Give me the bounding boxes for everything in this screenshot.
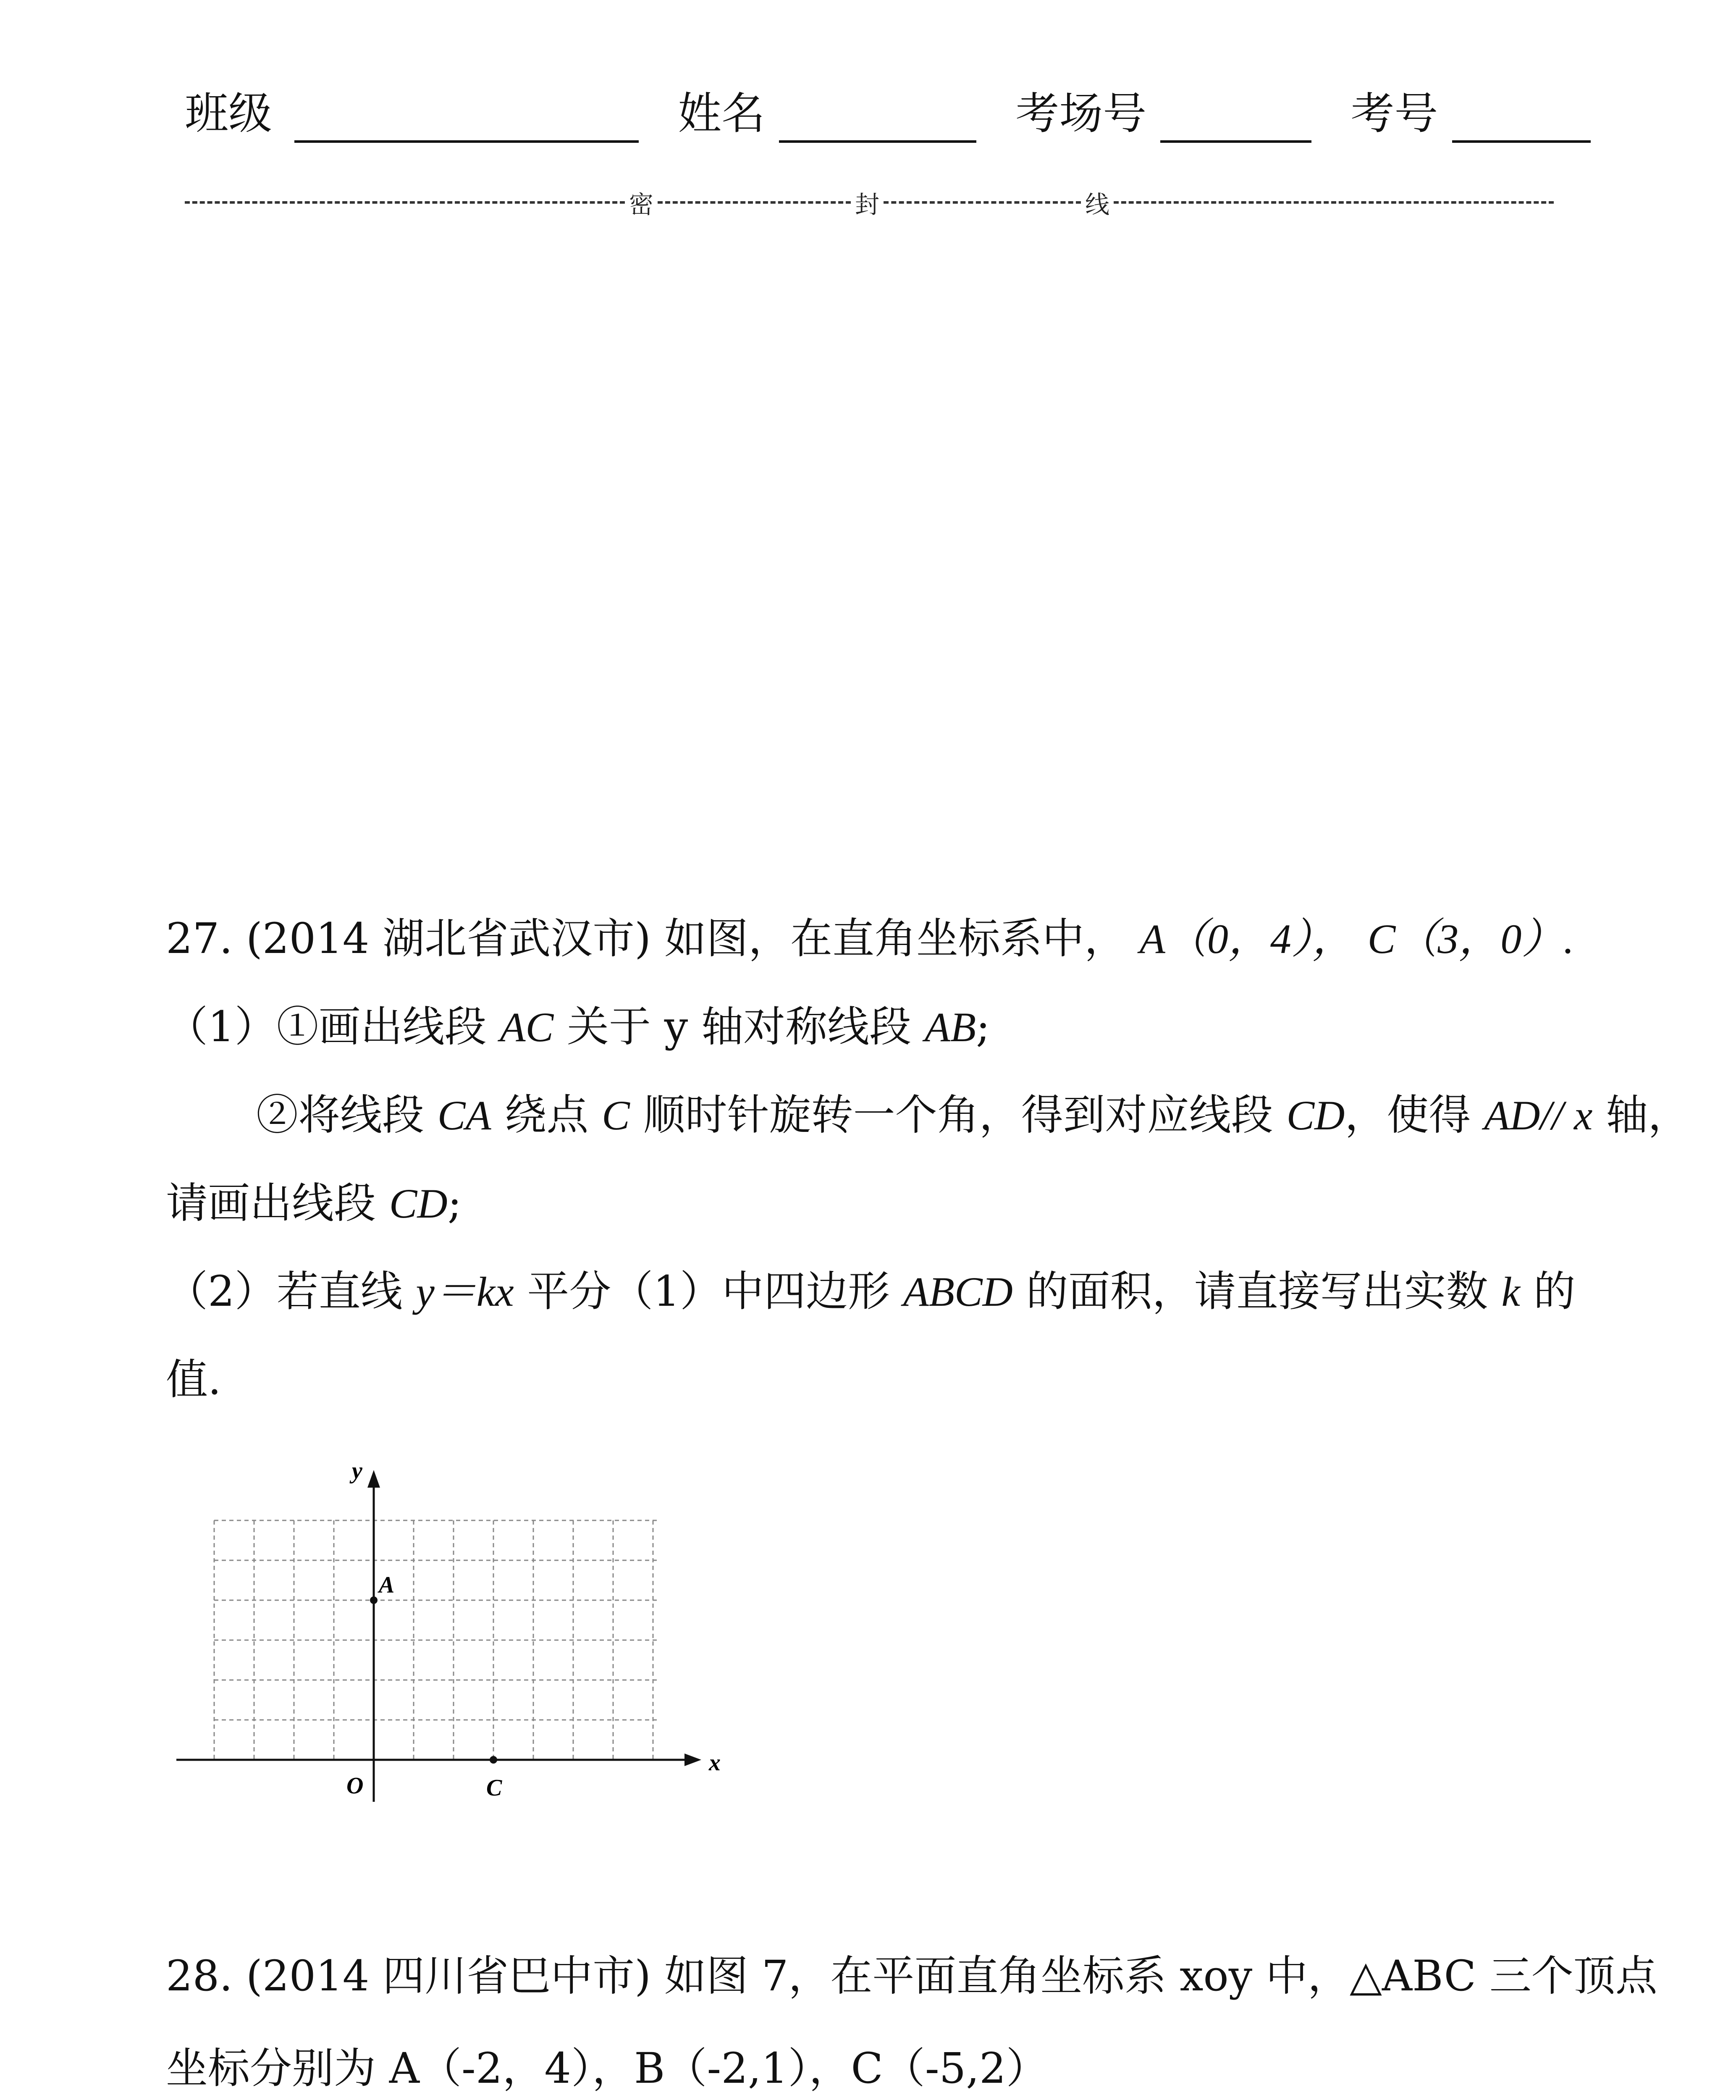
point-a (370, 1596, 378, 1604)
room-label: 考场号 (1015, 88, 1147, 139)
number-field[interactable] (1452, 98, 1591, 143)
text: 的面积，请直接写出实数 (1012, 1267, 1502, 1316)
number-label: 考号 (1351, 88, 1438, 139)
x-axis-arrow (684, 1754, 701, 1766)
segment-cd: CD (1286, 1092, 1345, 1139)
segment-ab: AB (924, 1004, 976, 1050)
text: ，使得 (1345, 1090, 1484, 1139)
text: ②将线段 (256, 1090, 438, 1139)
text: 平分（1）中四边形 (514, 1267, 903, 1316)
seal-xian: 线 (1085, 190, 1110, 219)
q27-part2 (166, 1264, 1576, 1319)
text: （1）①画出线段 (166, 1002, 500, 1051)
text: 的 (1520, 1267, 1576, 1316)
seal-dash (658, 201, 851, 204)
text: 顺时针旋转一个角，得到对应线段 (629, 1090, 1287, 1139)
point-c: C (602, 1092, 630, 1139)
point-c (490, 1756, 497, 1764)
seal-dash (185, 201, 625, 204)
q27-part1-1 (166, 1000, 990, 1055)
q27-part1-2 (256, 1088, 1690, 1143)
text: （2）若直线 (166, 1267, 416, 1316)
seal-line (185, 185, 1554, 220)
c-label: C (486, 1775, 502, 1801)
segment-ac: AC (500, 1004, 554, 1050)
room-field[interactable] (1160, 98, 1311, 143)
text: 关于 y 轴对称线段 (553, 1002, 925, 1051)
seal-dash (1114, 201, 1554, 204)
q28-line2: 坐标分别为 A（-2，4），B（-2,1），C（-5,2） (166, 2044, 1048, 2093)
equation: y＝kx (416, 1268, 514, 1315)
seal-mi: 密 (629, 190, 653, 219)
q28-line1: 28. (2014 四川省巴中市) 如图 7，在平面直角坐标系 xoy 中，△ABC 三个顶点 (166, 1951, 1657, 2000)
q27-number: 27. (166, 914, 233, 963)
quad-abcd: ABCD (903, 1268, 1013, 1315)
x-label: x (709, 1750, 721, 1776)
q27-part1-3 (166, 1176, 462, 1231)
coordinate-grid-figure (176, 1462, 722, 1810)
q27-text: 如图，在直角坐标系中， (664, 914, 1126, 963)
text: 值. (166, 1355, 221, 1404)
seal-feng: 封 (855, 190, 880, 219)
ad-parallel-x: AD// x (1484, 1092, 1593, 1139)
q27-stem (166, 911, 1574, 966)
name-field[interactable] (779, 98, 976, 143)
text: 绕点 (491, 1090, 602, 1139)
text: ; (976, 1002, 990, 1051)
var-k: k (1501, 1268, 1520, 1315)
q27-point-c: C（3，0）. (1367, 916, 1574, 962)
seal-dash (884, 201, 1081, 204)
origin-label: O (346, 1773, 364, 1799)
y-label: y (352, 1462, 362, 1484)
text: 轴， (1592, 1090, 1690, 1139)
name-label: 姓名 (678, 88, 766, 139)
q27-source: (2014 湖北省武汉市) (246, 914, 651, 963)
q27-part2-cont (166, 1352, 221, 1407)
q27-point-a: A（0，4）， (1139, 916, 1354, 962)
segment-cd: CD (389, 1180, 448, 1227)
segment-ca: CA (437, 1092, 491, 1139)
text: 请画出线段 (166, 1179, 389, 1228)
grid (214, 1520, 659, 1760)
a-label: A (379, 1572, 395, 1598)
text: ; (447, 1179, 462, 1228)
y-axis-arrow (367, 1470, 380, 1488)
class-label: 班级 (185, 88, 273, 139)
exam-header (185, 84, 1591, 143)
class-field[interactable] (294, 98, 639, 143)
